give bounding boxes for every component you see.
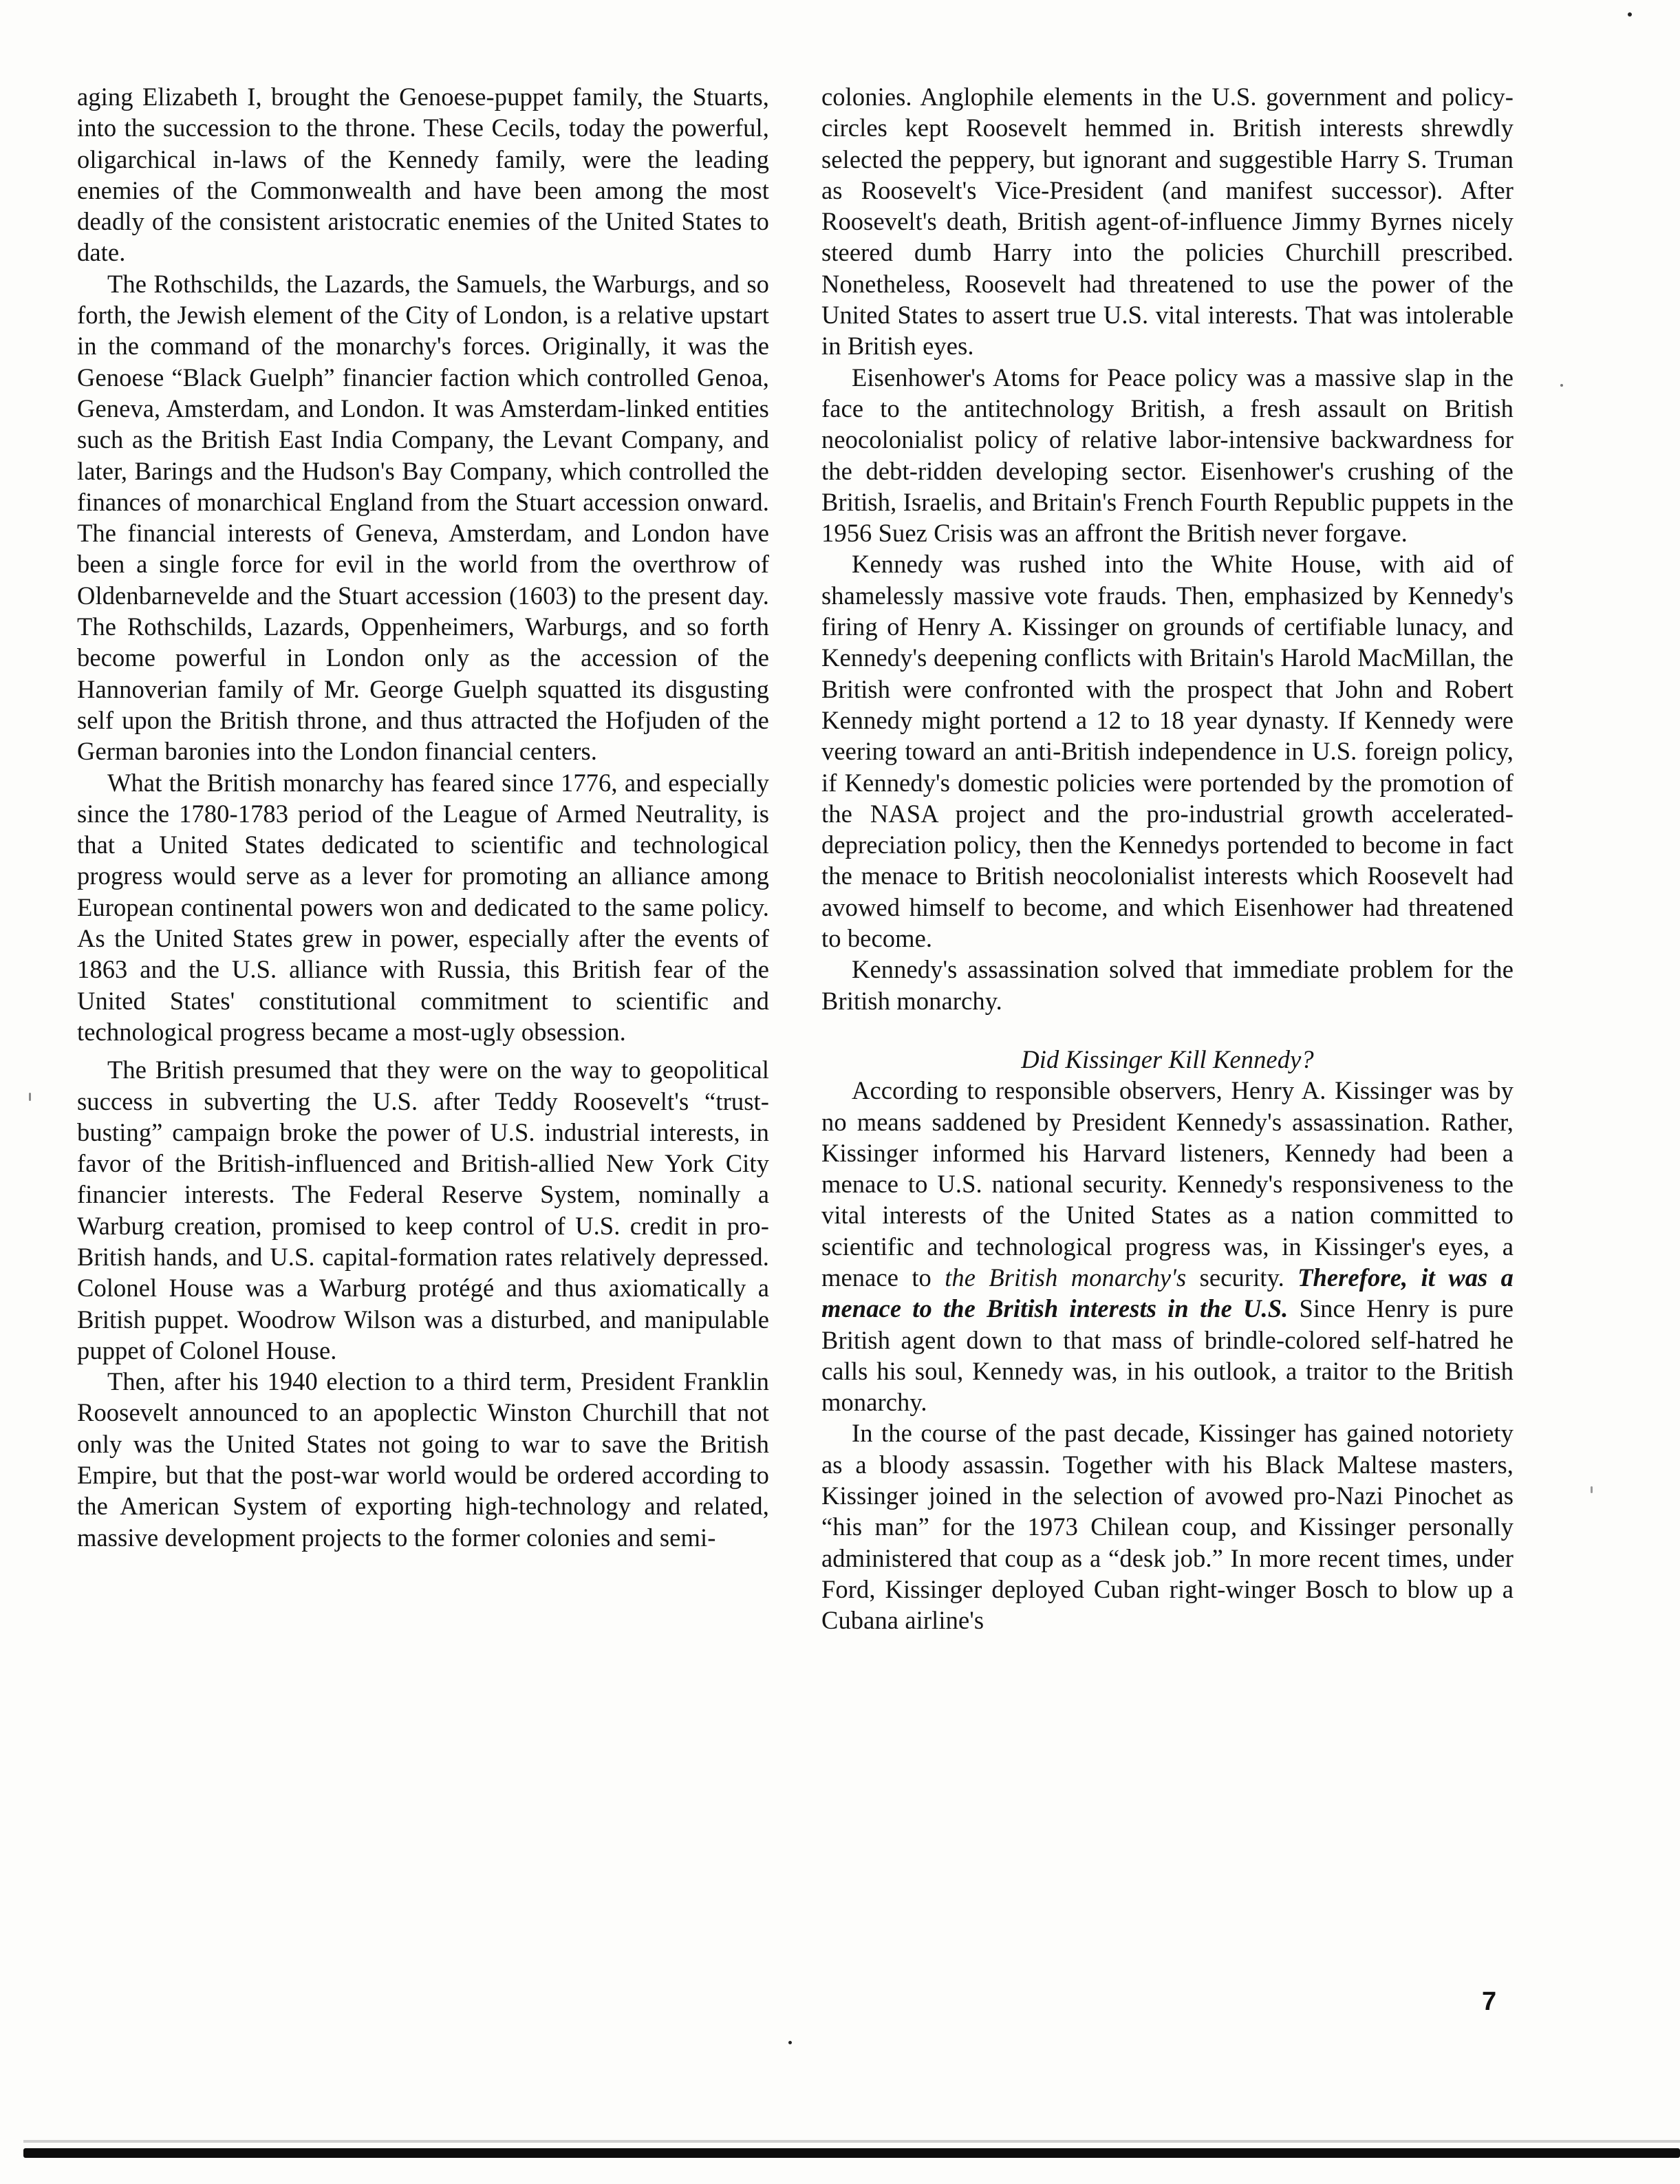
page-number: 7 bbox=[1482, 1987, 1497, 2016]
right-paragraph-3: Kennedy was rushed into the White House, with aid of shamelessly massive vote frauds. Then, emphasized by Kennedy's firing of Henry A. Kissinger on grounds of certifiable lunacy, and Kennedy's deepening conflicts with Britain's Harold MacMillan, the British were confronted with the prospect that John and Robert Kennedy might portend a 12 to 18 year dynasty. If Kennedy were veering toward an anti-British independence in U.S. foreign policy, if Kennedy's domestic policies were portended by the promotion of the NASA project and the pro-industrial growth accelerated-depreciation policy, then the Kennedys portended to become in fact the menace to British neocolonialist interests which Roosevelt had avowed himself to become, and which Eisenhower had threatened to become. bbox=[821, 550, 1514, 953]
left-paragraph-4: The British presumed that they were on the way to geopolitical success in subverting the U.S. after Teddy Roosevelt's “trust-busting” campaign broke the power of U.S. industrial interests, in favor of the British-influenced and British-allied New York City financier interests. The Federal Reserve System, nominally a Warburg creation, promised to keep control of U.S. credit in pro-British hands, and U.S. capital-formation rates relatively depressed. Colonel House was a Warburg protégé and thus axiomatically a British puppet. Woodrow Wilson was a disturbed, and manipulable puppet of Colonel House. bbox=[77, 1056, 769, 1364]
right-paragraph-5 bbox=[821, 1075, 1514, 1417]
right-paragraph-1: colonies. Anglophile elements in the U.S. government and policy-circles kept Roosevelt hemmed in. British interests shrewdly selected the peppery, but ignorant and suggestible Harry S. Truman as Roosevelt's Vice-President (and manifest successor). After Roosevelt's death, British agent-of-influence Jimmy Byrnes nicely steered dumb Harry into the policies Churchill prescribed. Nonetheless, Roosevelt had threatened to use the power of the United States to assert true U.S. vital interests. That was intolerable in British eyes. bbox=[821, 83, 1514, 361]
scan-speck bbox=[788, 2041, 792, 2044]
right-paragraph-2: Eisenhower's Atoms for Peace policy was a massive slap in the face to the antitechnology British, a fresh assault on British neocolonialist policy of relative labor-intensive backwardness for the debt-ridden developing sector. Eisenhower's crushing of the British, Israelis, and Britain's French Fourth Republic puppets in the 1956 Suez Crisis was an affront the British never forgave. bbox=[821, 363, 1514, 548]
left-paragraph-3: What the British monarchy has feared since 1776, and especially since the 1780-1783 period of the League of Armed Neutrality, is that a United States dedicated to scientific and technological progress would serve as a lever for promoting an alliance among European continental powers won and dedicated to the same policy. As the United States grew in power, especially after the events of 1863 and the U.S. alliance with Russia, this British fear of the United States' constitutional commitment to scientific and technological progress became a most-ugly obsession. bbox=[77, 768, 769, 1046]
left-paragraph-2: The Rothschilds, the Lazards, the Samuels, the Warburgs, and so forth, the Jewish element of the City of London, is a relative upstart in the command of the monarchy's forces. Originally, it was the Genoese “Black Guelph” financier faction which controlled Genoa, Geneva, Amsterdam, and London. It was Amsterdam-linked entities such as the British East India Company, the Levant Company, and later, Barings and the Hudson's Bay Company, which controlled the finances of monarchical England from the Stuart accession onward. The financial interests of Geneva, Amsterdam, and London have been a single force for evil in the world from the overthrow of Oldenbarnevelde and the Stuart accession (1603) to the present day. The Rothschilds, Lazards, Oppenheimers, Warburgs, and so forth become powerful in London only as the accession of the Hannoverian family of Mr. George Guelph squatted its disgusting self upon the British throne, and thus attracted the Hofjuden of the German baronies into the London financial centers. bbox=[77, 269, 769, 766]
scan-speck bbox=[1560, 384, 1563, 387]
paragraph-text: security. bbox=[1186, 1263, 1298, 1292]
right-column bbox=[821, 81, 1514, 1636]
bottom-rule bbox=[23, 2148, 1680, 2158]
paragraph-text: Since Henry is pure British agent down to that mass of brindle-colored self-hatred he calls his soul, Kennedy was, in his outlook, a traitor to the British monarchy. bbox=[821, 1294, 1514, 1417]
bottom-rule-shadow bbox=[23, 2140, 1680, 2143]
left-paragraph-1: aging Elizabeth I, brought the Genoese-puppet family, the Stuarts, into the succession to the throne. These Cecils, today the powerful, oligarchical in-laws of the Kennedy family, were the leading enemies of the Commonwealth and have been among the most deadly of the consistent aristocratic enemies of the United States to date. bbox=[77, 83, 769, 267]
left-paragraph-5: Then, after his 1940 election to a third term, President Franklin Roosevelt announced to an apoplectic Winston Churchill that not only was the United States not going to war to save the British Empire, but that the post-war world would be ordered according to the American System of exporting high-technology and related, massive development projects to the former colonies and semi- bbox=[77, 1367, 769, 1552]
paragraph-text: According to responsible observers, Henry A. Kissinger was by no means saddened by President Kennedy's assassination. Rather, Kissinger informed his Harvard listeners, Kennedy had been a menace to U.S. national security. Kennedy's responsiveness to the vital interests of the United States as a nation committed to scientific and technological progress was, in Kissinger's eyes, a menace to bbox=[821, 1076, 1514, 1292]
italic-phrase: the British monarchy's bbox=[945, 1263, 1187, 1292]
scan-speck bbox=[29, 1093, 31, 1101]
scan-speck bbox=[1628, 12, 1632, 17]
right-paragraph-6: In the course of the past decade, Kissinger has gained notoriety as a bloody assassin. Together with his Black Maltese masters, Kissinger joined in the selection of avowed pro-Nazi Pinochet as “his man” for the 1973 Chilean coup, and Kissinger personally administered that coup as a “desk job.” In more recent times, under Ford, Kissinger deployed Cuban right-winger Bosch to blow up a Cubana airline's bbox=[821, 1419, 1514, 1635]
emphasis-phrase: Therefore, it was a menace to the British interests in the U.S. bbox=[821, 1263, 1514, 1323]
section-heading: Did Kissinger Kill Kennedy? bbox=[1021, 1045, 1314, 1073]
right-paragraph-4: Kennedy's assassination solved that immediate problem for the British monarchy. bbox=[821, 955, 1514, 1015]
scan-speck bbox=[1591, 1486, 1593, 1493]
left-column bbox=[77, 81, 769, 1553]
